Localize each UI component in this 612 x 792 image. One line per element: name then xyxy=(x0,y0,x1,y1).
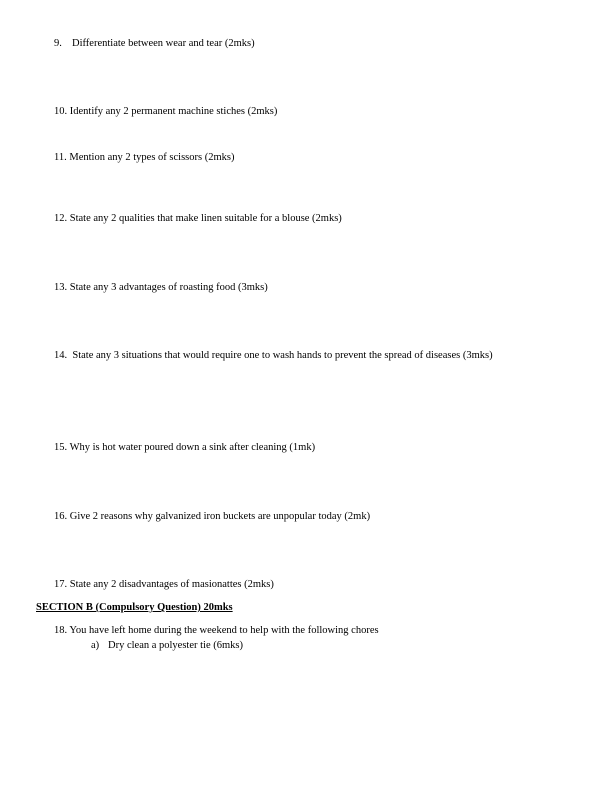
question-text: Differentiate between wear and tear (2mks) xyxy=(72,38,255,49)
subpart-text: Dry clean a polyester tie (6mks) xyxy=(108,640,243,651)
question-18-subpart-a xyxy=(91,639,243,652)
question-text: You have left home during the weekend to help with the following chores xyxy=(69,625,379,636)
question-number: 15. xyxy=(54,442,68,453)
question-11 xyxy=(54,151,234,164)
question-number: 11. xyxy=(54,152,67,163)
question-text: Why is hot water poured down a sink after cleaning (1mk) xyxy=(69,442,316,453)
question-9 xyxy=(54,37,255,50)
question-number: 9. xyxy=(54,38,62,49)
question-18 xyxy=(54,624,379,637)
question-text: State any 2 disadvantages of masionattes (2mks) xyxy=(69,579,274,590)
question-number: 13. xyxy=(54,282,68,293)
question-16 xyxy=(54,510,370,523)
question-13 xyxy=(54,281,268,294)
question-10 xyxy=(54,105,277,118)
question-17 xyxy=(54,578,274,591)
question-text: State any 3 advantages of roasting food (3mks) xyxy=(69,282,268,293)
question-12 xyxy=(54,212,342,225)
question-number: 17. xyxy=(54,579,68,590)
question-14 xyxy=(54,349,493,362)
question-number: 10. xyxy=(54,106,68,117)
question-text: Mention any 2 types of scissors (2mks) xyxy=(69,152,235,163)
section-b-heading: SECTION B (Compulsory Question) 20mks xyxy=(36,602,233,613)
question-number: 12. xyxy=(54,213,68,224)
question-text: Identify any 2 permanent machine stiches (2mks) xyxy=(69,106,278,117)
question-text: State any 2 qualities that make linen suitable for a blouse (2mks) xyxy=(69,213,342,224)
question-number: 14. xyxy=(54,350,68,361)
question-text: Give 2 reasons why galvanized iron buckets are unpopular today (2mk) xyxy=(69,511,371,522)
question-text: State any 3 situations that would require one to wash hands to prevent the spread of diseases (3mks) xyxy=(72,350,493,361)
question-number: 16. xyxy=(54,511,68,522)
subpart-label: a) xyxy=(91,640,100,651)
question-15 xyxy=(54,441,315,454)
question-number: 18. xyxy=(54,625,68,636)
